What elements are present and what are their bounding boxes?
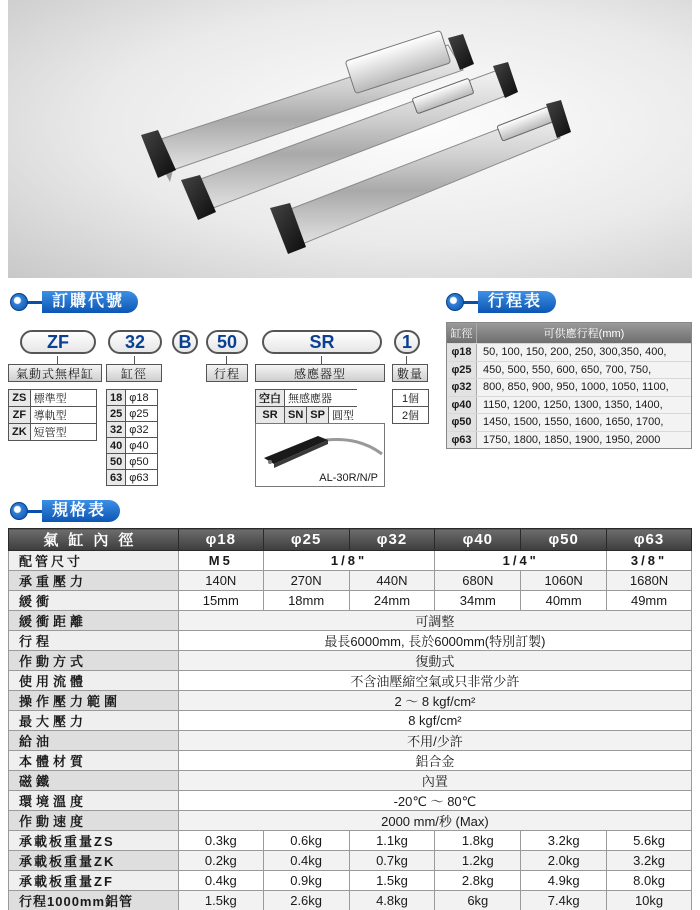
spec-row: 承載板重量ZF 0.4kg 0.9kg 1.5kg 2.8kg 4.9kg 8.0kg <box>9 871 692 891</box>
bullet-icon <box>10 502 28 520</box>
spec-row: 使用流體 不含油壓縮空氣或只非常少許 <box>9 671 692 691</box>
stroke-row: φ40 1150, 1200, 1250, 1300, 1350, 1400, <box>447 396 691 414</box>
bore-row: 50 φ50 <box>107 454 158 470</box>
qty-row: 1個 <box>393 390 429 407</box>
bore-row: 32 φ32 <box>107 422 158 438</box>
bore-row: 18 φ18 <box>107 390 158 406</box>
product-photo <box>8 0 692 278</box>
spec-row: 承載板重量ZS 0.3kg 0.6kg 1.1kg 1.8kg 3.2kg 5.6kg <box>9 831 692 851</box>
qty-row: 2個 <box>393 407 429 424</box>
spec-row: 磁鐵 內置 <box>9 771 692 791</box>
stroke-col-strokes: 可供應行程(mm) <box>543 328 625 340</box>
code-type: ZF <box>20 330 96 354</box>
spec-row: 緩衝距離 可調整 <box>9 611 692 631</box>
label-cylinder-type: 氣動式無桿缸 <box>8 364 102 382</box>
stroke-row: φ32 800, 850, 900, 950, 1000, 1050, 1100, <box>447 378 691 396</box>
spec-row: 行程1000mm鋁管 1.5kg 2.6kg 4.8kg 6kg 7.4kg 10kg <box>9 891 692 910</box>
qty-table <box>392 389 429 424</box>
bore-row: 25 φ25 <box>107 406 158 422</box>
stroke-row: φ25 450, 500, 550, 600, 650, 700, 750, <box>447 361 691 379</box>
section-header-spec <box>10 500 120 522</box>
stroke-row: φ63 1750, 1800, 1850, 1900, 1950, 2000 <box>447 431 691 449</box>
type-row: ZK 短管型 <box>9 424 97 441</box>
code-sensor: SR <box>262 330 382 354</box>
section-title: 規格表 <box>42 500 120 522</box>
sensor-row: SR SN SP 圓型 <box>256 407 357 424</box>
rodless-cylinder-illustration <box>8 0 692 278</box>
section-title: 行程表 <box>478 291 556 313</box>
spec-row: 環境溫度 -20℃ ～ 80℃ <box>9 791 692 811</box>
spec-row: 作動方式 復動式 <box>9 651 692 671</box>
bore-table <box>106 389 158 486</box>
label-sensor: 感應器型 <box>255 364 385 382</box>
spec-row: 配管尺寸 M5 1/8" 1/4" 3/8" <box>9 551 692 571</box>
code-mount: B <box>172 330 198 354</box>
spec-header-row: 氣缸內徑 φ18 φ25 φ32 φ40 φ50 φ63 <box>9 529 692 551</box>
section-header-order <box>10 291 138 313</box>
bore-row: 40 φ40 <box>107 438 158 454</box>
spec-table <box>8 528 692 910</box>
sensor-table <box>255 389 357 424</box>
spec-row: 最大壓力 8 kgf/cm² <box>9 711 692 731</box>
spec-row: 給油 不用/少許 <box>9 731 692 751</box>
bullet-icon <box>10 293 28 311</box>
spec-row: 行程 最長6000mm, 長於6000mm(特別訂製) <box>9 631 692 651</box>
stroke-col-bore: 缸徑 <box>447 323 477 343</box>
type-row: ZS 標準型 <box>9 390 97 407</box>
code-bore: 32 <box>108 330 162 354</box>
stroke-row: φ50 1450, 1500, 1550, 1600, 1650, 1700, <box>447 413 691 431</box>
sensor-image-box <box>255 423 385 487</box>
spec-row: 緩衝 15mm 18mm 24mm 34mm 40mm 49mm <box>9 591 692 611</box>
sensor-icon <box>256 424 384 470</box>
code-stroke: 50 <box>206 330 248 354</box>
code-qty: 1 <box>394 330 420 354</box>
label-stroke: 行程 <box>206 364 248 382</box>
spec-row: 本體材質 鋁合金 <box>9 751 692 771</box>
spec-row: 作動速度 2000 mm/秒 (Max) <box>9 811 692 831</box>
section-header-stroke <box>446 291 556 313</box>
type-table <box>8 389 97 441</box>
stroke-table <box>446 322 692 449</box>
sensor-row: 空白 無感應器 <box>256 390 357 407</box>
label-bore: 缸徑 <box>106 364 162 382</box>
spec-row: 承載板重量ZK 0.2kg 0.4kg 0.7kg 1.2kg 2.0kg 3.2kg <box>9 851 692 871</box>
label-qty: 數量 <box>392 364 428 382</box>
stroke-table-header <box>447 323 691 343</box>
bullet-icon <box>446 293 464 311</box>
section-title: 訂購代號 <box>42 291 138 313</box>
spec-row: 操作壓力範圍 2 ～ 8 kgf/cm² <box>9 691 692 711</box>
stroke-row: φ18 50, 100, 150, 200, 250, 300,350, 400, <box>447 343 691 361</box>
type-row: ZF 導軌型 <box>9 407 97 424</box>
sensor-model: AL-30R/N/P <box>319 472 378 484</box>
bore-row: 63 φ63 <box>107 470 158 486</box>
spec-row: 承重壓力 140N 270N 440N 680N 1060N 1680N <box>9 571 692 591</box>
